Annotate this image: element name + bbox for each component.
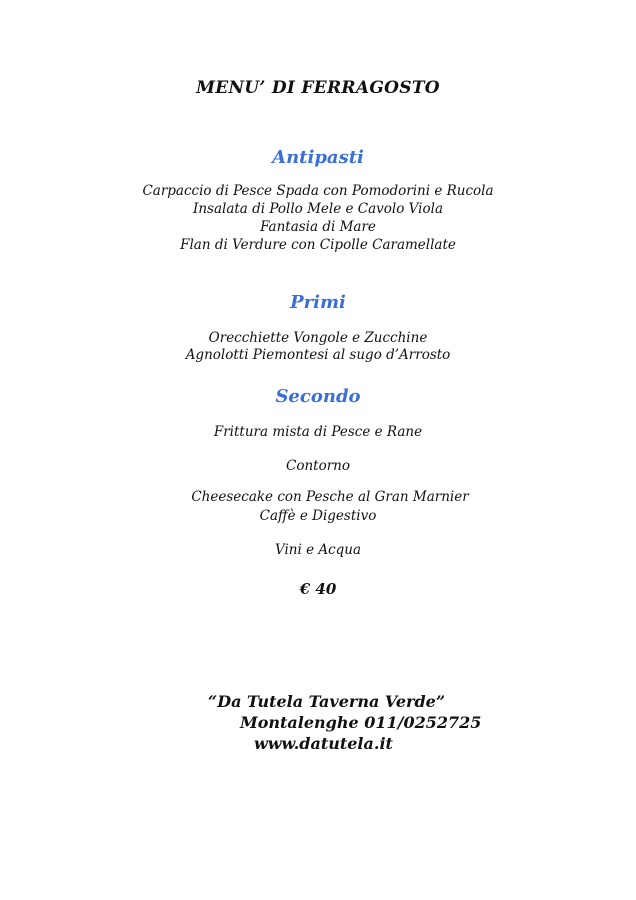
menu-item: Fantasia di Mare: [260, 219, 376, 235]
menu-title: MENU’ DI FERRAGOSTO: [196, 78, 440, 98]
menu-item: Contorno: [286, 458, 350, 474]
restaurant-website: www.datutela.it: [254, 734, 393, 753]
menu-item: Flan di Verdure con Cipolle Caramellate: [180, 237, 456, 253]
section-heading-primi: Primi: [290, 292, 346, 313]
menu-item: Vini e Acqua: [274, 542, 362, 558]
menu-item: Insalata di Pollo Mele e Cavolo Viola: [193, 201, 443, 217]
menu-item: Agnolotti Piemontesi al sugo d’Arrosto: [185, 347, 451, 363]
section-heading-antipasti: Antipasti: [272, 147, 364, 168]
menu-item: Carpaccio di Pesce Spada con Pomodorini e Rucola: [142, 183, 494, 199]
restaurant-address: Montalenghe 011/0252725: [240, 713, 482, 732]
menu-item: Orecchiette Vongole e Zucchine: [208, 330, 428, 346]
menu-price: € 40: [299, 580, 337, 598]
section-heading-secondo: Secondo: [275, 386, 361, 407]
menu-item: Caffè e Digestivo: [259, 508, 377, 524]
restaurant-name: “Da Tutela Taverna Verde”: [208, 692, 446, 711]
menu-item: Frittura mista di Pesce e Rane: [213, 424, 423, 440]
menu-item: Cheesecake con Pesche al Gran Marnier: [191, 489, 469, 505]
